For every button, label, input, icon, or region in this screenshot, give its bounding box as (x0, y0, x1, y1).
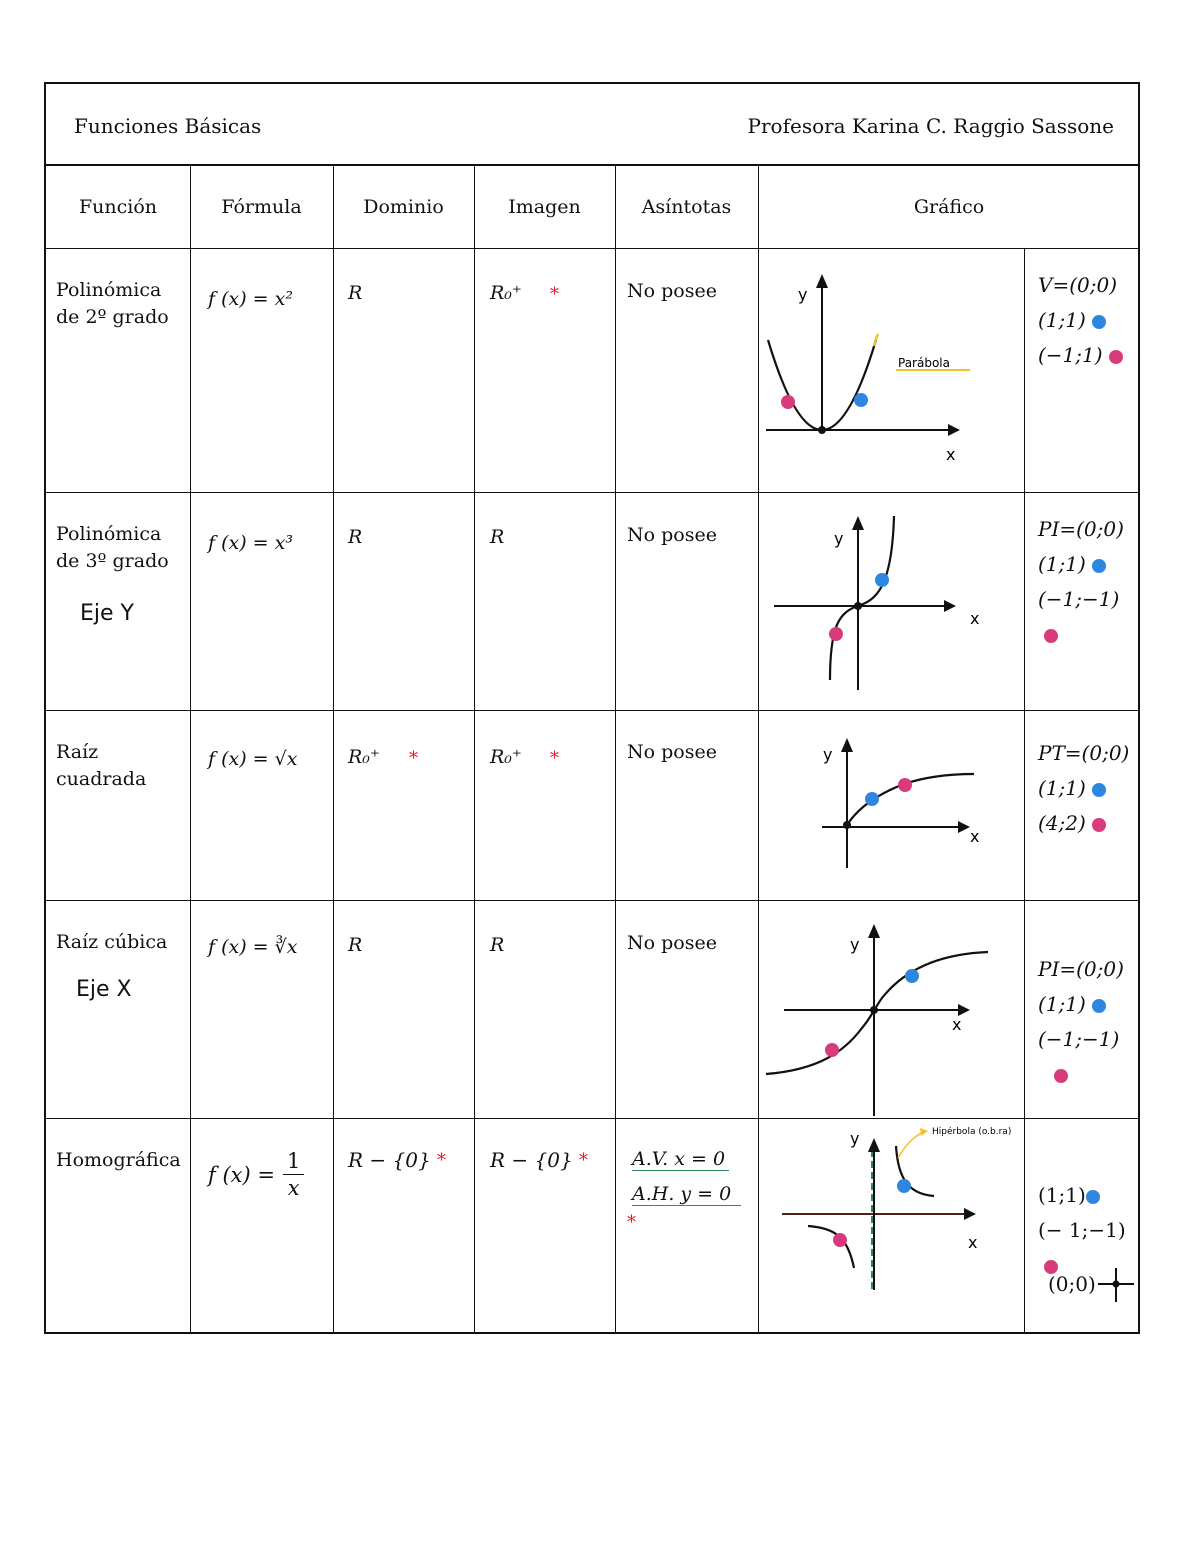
blue-dot-icon (1092, 559, 1106, 573)
grid-line (474, 166, 475, 1334)
axis-y-label: y (823, 745, 833, 764)
hyperbola-label: Hipérbola (o.b.ra) (932, 1127, 1012, 1137)
formula: f (x) = √x (208, 748, 298, 770)
image: R (490, 526, 505, 548)
key-points: PT=(0;0) (1;1) (4;2) (1038, 741, 1130, 835)
x-axis-arrow (964, 1208, 976, 1220)
fraction: $\frac{1}{x}$ (283, 1148, 304, 1201)
formula: f (x) = $\frac{1}{x}$ (208, 1148, 304, 1201)
asymptotes: No posee (627, 524, 717, 546)
grid-line (46, 900, 1140, 901)
formula: f (x) = x² (208, 288, 293, 310)
key-points: (1;1) (− 1;−1) (1038, 1178, 1138, 1283)
image: R₀⁺ (490, 746, 522, 768)
doc-title: Funciones Básicas (74, 114, 262, 138)
column-header-funcion: Función (78, 196, 158, 218)
vertex-point (818, 426, 826, 434)
blue-dot-icon (1092, 783, 1106, 797)
domain: R (348, 934, 363, 956)
function-name: Polinómica de 3º grado (56, 523, 169, 572)
crosshair-icon (1096, 1264, 1136, 1304)
image: R − {0} (490, 1148, 573, 1172)
point-pink (833, 1233, 847, 1247)
parabola-label: Parábola (898, 356, 950, 370)
blue-dot-icon (1092, 999, 1106, 1013)
column-header-formula: Fórmula (221, 196, 302, 218)
asymptotes: No posee (627, 741, 717, 763)
point-pink (781, 395, 795, 409)
key-points: PI=(0;0) (1;1) (−1;−1) (1038, 952, 1138, 1092)
cubic-graph (758, 494, 1024, 710)
point-blue (854, 393, 868, 407)
column-header-asintotas: Asíntotas (641, 196, 732, 218)
axis-x-label: x (970, 827, 980, 846)
domain-star: * (437, 1150, 446, 1171)
y-axis-arrow (841, 738, 853, 752)
doc-author: Profesora Karina C. Raggio Sassone (747, 114, 1114, 138)
cbrt-curve (766, 952, 988, 1074)
function-name: Polinómica de 2º grado (56, 279, 169, 328)
start-point (843, 821, 851, 829)
column-header-imagen: Imagen (508, 196, 581, 218)
image: R₀⁺ (490, 282, 522, 304)
y-axis-arrow (852, 516, 864, 530)
point-blue (865, 792, 879, 806)
cbrt-graph (758, 902, 1024, 1118)
axis-x-label: x (968, 1233, 978, 1252)
origin-point: (0;0) (1048, 1264, 1136, 1304)
image-star: * (579, 1150, 588, 1171)
point-pink (825, 1043, 839, 1057)
function-name: Raíz cuadrada (56, 741, 147, 790)
grid-line (333, 166, 334, 1334)
sqrt-graph (758, 712, 1024, 900)
y-axis-arrow (816, 274, 828, 288)
grid-line (1024, 248, 1025, 1334)
axis-y-label: y (850, 935, 860, 954)
key-points: PI=(0;0) (1;1) (−1;−1) (1038, 512, 1138, 652)
asymptote-horizontal: A.H. y = 0 (632, 1183, 741, 1206)
x-axis-arrow (948, 424, 960, 436)
pink-dot-icon (1044, 629, 1058, 643)
pink-dot-icon (1109, 350, 1123, 364)
grid-line (46, 248, 1140, 249)
grid-line (46, 710, 1140, 711)
domain: R₀⁺ (348, 746, 380, 768)
grid-line (190, 166, 191, 1334)
function-name: Homográfica (56, 1149, 181, 1171)
domain: R − {0} (348, 1148, 431, 1172)
blue-dot-icon (1092, 315, 1106, 329)
grid-line (46, 1118, 1140, 1119)
axis-x-label: x (946, 445, 956, 464)
inflection-point (854, 602, 862, 610)
key-points: V=(0;0) (1;1) (−1;1) (1038, 268, 1123, 373)
asymptote-vertical: A.V. x = 0 (632, 1148, 729, 1171)
axis-x-label: x (970, 609, 980, 628)
axis-y-label: y (834, 529, 844, 548)
table-header (46, 84, 1138, 166)
column-header-dominio: Dominio (363, 196, 444, 218)
formula: f (x) = x³ (208, 532, 293, 554)
axis-y-label: y (850, 1129, 860, 1148)
grid-line (46, 492, 1140, 493)
image-star: * (550, 748, 559, 769)
point-blue (875, 573, 889, 587)
pink-dot-icon (1054, 1069, 1068, 1083)
x-axis-arrow (944, 600, 956, 612)
point-pink (898, 778, 912, 792)
axis-y-label: y (798, 285, 808, 304)
function-name: Raíz cúbica (56, 931, 168, 953)
formula: f (x) = ∛x (208, 936, 298, 958)
axis-note: Eje X (76, 977, 132, 1002)
label-arrow (898, 1132, 924, 1158)
point-blue (905, 969, 919, 983)
image: R (490, 934, 505, 956)
inflection-point (870, 1006, 878, 1014)
functions-table (44, 82, 1140, 1334)
point-blue (897, 1179, 911, 1193)
x-axis-arrow (958, 821, 970, 833)
y-axis-arrow (868, 924, 880, 938)
column-header-grafico: Gráfico (913, 196, 985, 218)
label-arrow-head (920, 1128, 928, 1136)
domain-star: * (409, 748, 418, 769)
grid-line (615, 166, 616, 1334)
asymptote-star: * (627, 1212, 636, 1233)
axis-note: Eje Y (80, 601, 134, 626)
pink-dot-icon (1092, 818, 1106, 832)
image-star: * (550, 284, 559, 305)
y-axis-arrow (868, 1138, 880, 1152)
domain: R (348, 526, 363, 548)
blue-dot-icon (1086, 1190, 1100, 1204)
domain: R (348, 282, 363, 304)
parabola-graph (758, 250, 1024, 490)
asymptotes: No posee (627, 932, 717, 954)
point-pink (829, 627, 843, 641)
axis-x-label: x (952, 1015, 962, 1034)
parabola-highlight (874, 334, 878, 346)
asymptotes: No posee (627, 280, 717, 302)
hyperbola-branch-2 (808, 1226, 854, 1268)
hyperbola-graph (758, 1120, 1024, 1334)
